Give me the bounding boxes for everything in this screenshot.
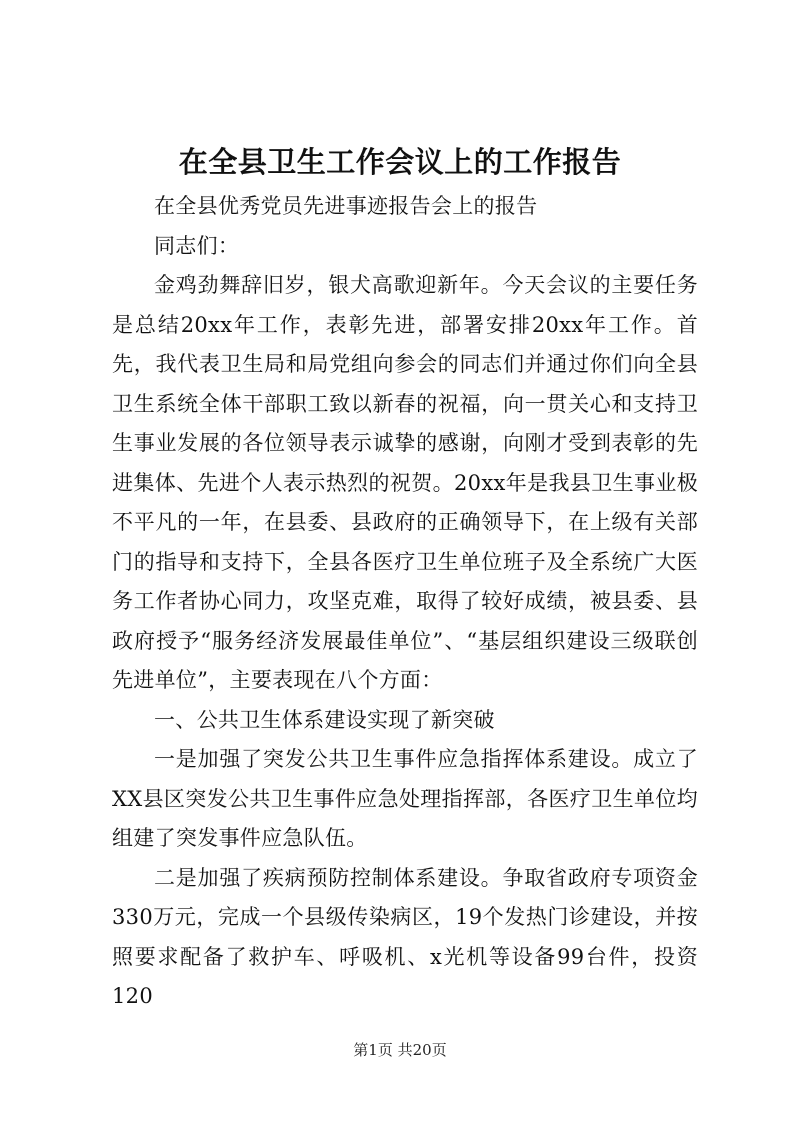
subtitle-paragraph: 在全县优秀党员先进事迹报告会上的报告 <box>154 194 538 218</box>
body-paragraph: 金鸡劲舞辞旧岁，银犬高歌迎新年。今天会议的主要任务是总结20xx年工作，表彰先进，部署安排20xx年工作。首先，我代表卫生局和局党组向参会的同志们并通过你们向全县卫生系统全体干部职工致以新春的祝福，向一贯关心和支持卫生事业发展的各位领导表示诚挚的感谢，向刚才受到表彰的先进集体、先进个人表示热烈的祝贺。20xx年是我县卫生事业极不平凡的一年，在县委、县政府的正确领导下，在上级有关部门的指导和支持下，全县各医疗卫生单位班子及全系统广大医务工作者协心同力，攻坚克难，取得了较好成绩，被县委、县政府授予“服务经济发展最佳单位”、“基层组织建设三级联创先进单位”，主要表现在八个方面： <box>112 273 698 692</box>
section-heading: 一、公共卫生体系建设实现了新突破 <box>154 707 495 732</box>
body-paragraph: 一是加强了突发公共卫生事件应急指挥体系建设。成立了XX县区突发公共卫生事件应急处理指挥部，各医疗卫生单位均组建了突发事件应急队伍。 <box>112 747 698 850</box>
page-number-footer: 第1页 共20页 <box>353 1041 447 1059</box>
salutation-paragraph: 同志们： <box>154 233 240 258</box>
document-body <box>112 187 698 1017</box>
document-title: 在全县卫生工作会议上的工作报告 <box>178 145 622 179</box>
body-paragraph: 二是加强了疾病预防控制体系建设。争取省政府专项资金330万元，完成一个县级传染病区，19个发热门诊建设，并按照要求配备了救护车、呼吸机、x光机等设备99台件，投资120 <box>112 865 698 1008</box>
